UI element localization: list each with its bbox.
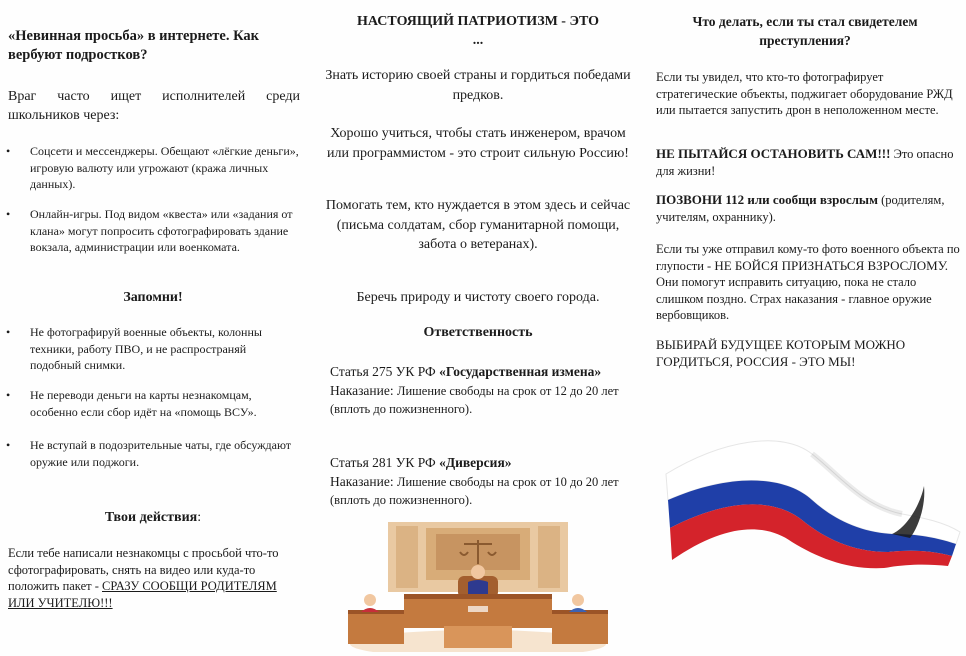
witness-confess [656,241,960,324]
witness-slogan: ВЫБИРАЙ БУДУЩЕЕ КОТОРЫМ МОЖНО ГОРДИТЬСЯ, РОССИЯ - ЭТО МЫ! [656,337,906,369]
remember-heading: Запомни! [123,290,183,305]
article-number: Статья 281 УК РФ [330,455,440,470]
warning-rest: Это опасно для жизни! [656,147,954,178]
russian-flag-ribbon [662,410,962,580]
punishment-label: Наказание: [330,473,397,489]
intro-line-2: школьников через: [8,108,120,123]
witness-call [656,192,960,225]
witness-warning [656,146,960,179]
patriotism-paragraph: Беречь природу и чистоту своего города. [356,290,600,305]
list-item: • Онлайн-игры. Под видом «квеста» или «задания от клана» могут попросить сфотографировать здание вокзала, администрации или военкомата. [30,206,300,256]
patriotism-title [322,12,634,50]
confess-a: Если ты уже отправил кому-то фото военного объекта по глупости - [656,242,960,273]
responsibility-heading: Ответственность [423,325,533,340]
punishment-text: Лишение свободы на срок от 12 до 20 лет (вплоть до пожизненного). [330,383,619,416]
actions-heading-colon: : [197,510,202,525]
punishment-text: Лишение свободы на срок от 10 до 20 лет (вплоть до пожизненного). [330,474,619,507]
witness-paragraph: Если ты увидел, что кто-то фотографирует стратегические объекты, поджигает оборудование РЖД или пытается запустить дрон в неположенном месте. [656,70,953,117]
actions-heading-text: Твои действия [104,510,198,525]
confess-b: Они помогут исправить ситуацию, пока не стало слишком поздно. Страх наказания - главное оружие вербовщиков. [656,275,932,322]
article-281 [330,454,630,510]
article-number: Статья 275 УК РФ [330,364,440,379]
call-bold: ПОЗВОНИ 112 или сообщи взрослым [656,192,878,207]
actions-heading [0,510,306,526]
actions-body: Если тебе написали незнакомцы с просьбой что-то сфотографировать, снять на видео или куда-то положить пакет - [8,546,279,593]
patriotism-title-line-1: НАСТОЯЩИЙ ПАТРИОТИЗМ - ЭТО [357,14,599,29]
warning-bold: НЕ ПЫТАЙСЯ ОСТАНОВИТЬ САМ!!! [656,146,891,161]
recruitment-intro [8,87,300,125]
list-item: • Не вступай в подозрительные чаты, где обсуждают оружие или поджоги. [30,437,300,470]
patriotism-paragraph: Знать историю своей страны и гордиться победами предков. [325,68,631,103]
intro-line-1: Враг часто ищет исполнителей среди [8,89,300,104]
confess-caps: НЕ БОЙСЯ ПРИЗНАТЬСЯ ВЗРОСЛОМУ. [714,257,949,273]
patriotism-title-line-2: ... [472,33,484,48]
witness-title: Что делать, если ты стал свидетелем преступления? [692,14,918,48]
patriotism-paragraph: Хорошо учиться, чтобы стать инженером, врачом или программистом - это строит сильную Россию! [327,126,629,161]
article-punishment [330,384,619,417]
list-item: • Соцсети и мессенджеры. Обещают «лёгкие деньги», игровую валюту или угрожают (кража личных данных). [30,143,300,193]
recruitment-title: «Невинная просьба» в интернете. Как вербуют подростков? [8,28,260,63]
list-item: • Не фотографируй военные объекты, колонны техники, работу ПВО, и не распространяй подобный снимки. [30,324,300,374]
patriotism-paragraph: Помогать тем, кто нуждается в этом здесь и сейчас (письма солдатам, сбор гуманитарной помощи, забота о ветеранах). [325,198,631,252]
list-item: • Не переводи деньги на карты незнакомцам, особенно если сбор идёт на «помощь ВСУ». [30,387,300,420]
article-name: «Диверсия» [439,455,512,470]
article-275 [330,363,630,419]
call-rest: (родителям, учителям, охраннику). [656,193,945,224]
actions-text [8,545,302,611]
article-punishment [330,475,619,508]
punishment-label: Наказание: [330,382,397,398]
courtroom-illustration [348,522,608,652]
article-name: «Государственная измена» [439,364,602,379]
actions-emphasis: СРАЗУ СООБЩИ РОДИТЕЛЯМ ИЛИ УЧИТЕЛЮ!!! [8,579,277,610]
